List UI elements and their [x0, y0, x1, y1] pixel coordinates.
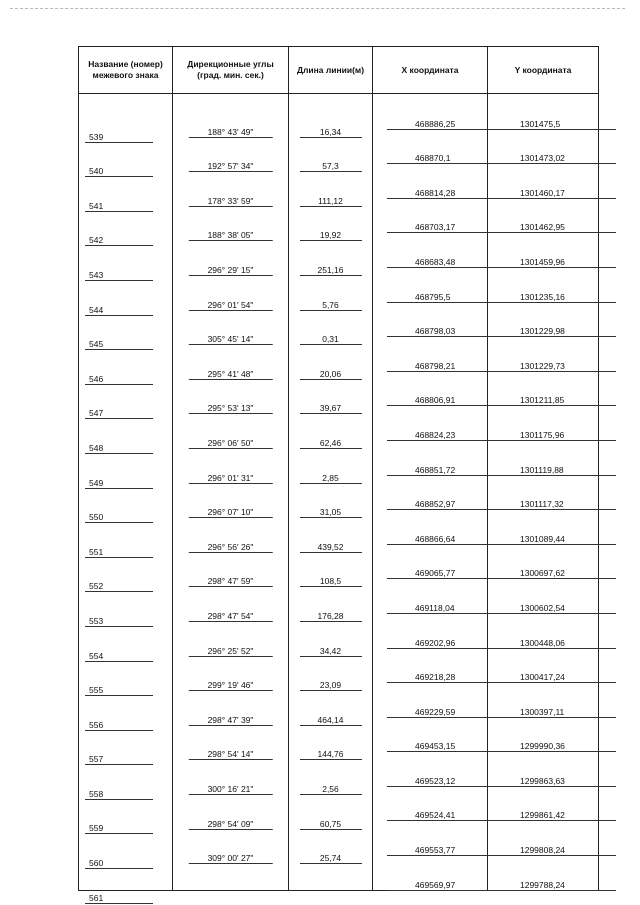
table-row: [79, 94, 599, 129]
direction-angle: 298° 54' 14": [188, 749, 273, 760]
line-length-cell: [289, 682, 373, 725]
direction-angle-cell: [173, 336, 289, 379]
x-coordinate: 469553,77: [387, 845, 502, 856]
point-name-cell: [79, 855, 173, 903]
line-length: 34,42: [299, 646, 361, 657]
x-coordinate: 468814,28: [387, 188, 502, 199]
y-coordinate-cell: [488, 129, 599, 164]
table-row: [79, 198, 599, 233]
point-name: 547: [85, 408, 153, 419]
line-length-cell: [289, 336, 373, 379]
line-length: 62,46: [299, 438, 361, 449]
line-length-cell: [289, 405, 373, 449]
line-length: 25,74: [299, 853, 361, 864]
direction-angle-cell: [173, 232, 289, 276]
point-name-cell: [79, 163, 173, 211]
x-coordinate-cell: [373, 509, 488, 544]
y-coordinate-cell: [488, 786, 599, 821]
y-coordinate-cell: [488, 232, 599, 267]
point-name-cell: [79, 371, 173, 419]
table-row: [79, 440, 599, 475]
direction-angle-cell: [173, 786, 289, 829]
x-coordinate: 468851,72: [387, 465, 502, 476]
direction-angle: 296° 06' 50": [188, 438, 273, 449]
y-coordinate-cell: [488, 163, 599, 198]
point-name-cell: [79, 440, 173, 488]
x-coordinate: 469569,97: [387, 880, 502, 891]
y-coordinate: 1301229,98: [498, 326, 616, 337]
header-angle: Дирекционные углы (град. мин. сек.): [173, 47, 289, 94]
x-coordinate: 468798,21: [387, 361, 502, 372]
direction-angle-cell: [173, 682, 289, 725]
coordinates-document: [78, 46, 598, 903]
point-name: 540: [85, 166, 153, 177]
x-coordinate-cell: [373, 198, 488, 233]
x-coordinate: 469118,04: [387, 603, 502, 614]
direction-angle: 298° 47' 39": [188, 715, 273, 726]
x-coordinate-cell: [373, 405, 488, 440]
table-row: [79, 232, 599, 267]
direction-angle: 296° 29' 15": [188, 265, 273, 276]
x-coordinate: 468795,5: [387, 292, 502, 303]
point-name-cell: [79, 578, 173, 626]
y-coordinate-cell: [488, 648, 599, 683]
x-coordinate-cell: [373, 820, 488, 855]
line-length-cell: [289, 751, 373, 794]
y-coordinate: 1301235,16: [498, 292, 616, 303]
direction-angle: 192° 57' 34": [188, 161, 273, 172]
y-coordinate: 1301117,32: [498, 499, 616, 510]
line-length: 5,76: [299, 300, 361, 311]
point-name: 553: [85, 616, 153, 627]
x-coordinate: 469453,15: [387, 741, 502, 752]
table-row: [79, 613, 599, 648]
table-row: [79, 682, 599, 717]
y-coordinate: 1299863,63: [498, 776, 616, 787]
table-row: [79, 475, 599, 510]
line-length-cell: [289, 786, 373, 829]
table-row: [79, 163, 599, 198]
table-row: [79, 648, 599, 683]
direction-angle: 299° 19' 46": [188, 680, 273, 691]
direction-angle: 188° 43' 49": [188, 127, 273, 138]
point-name-cell: [79, 232, 173, 280]
x-coordinate-cell: [373, 786, 488, 821]
line-length-cell: [289, 267, 373, 310]
line-length: 57,3: [299, 161, 361, 172]
x-coordinate-cell: [373, 232, 488, 267]
y-coordinate: 1301459,96: [498, 257, 616, 268]
line-length: 144,76: [299, 749, 361, 760]
x-coordinate: 468806,91: [387, 395, 502, 406]
x-coordinate-cell: [373, 578, 488, 613]
direction-angle-cell: [173, 198, 289, 241]
line-length-cell: [289, 232, 373, 276]
direction-angle: 296° 01' 54": [188, 300, 273, 311]
direction-angle-cell: [173, 475, 289, 518]
direction-angle-cell: [173, 163, 289, 206]
table-row: [79, 578, 599, 613]
point-name: 542: [85, 235, 153, 246]
point-name: 552: [85, 581, 153, 592]
header-y: Y координата: [488, 47, 599, 94]
y-coordinate-cell: [488, 820, 599, 855]
line-length-cell: [289, 544, 373, 587]
x-coordinate-cell: [373, 613, 488, 648]
table-row: [79, 129, 599, 164]
direction-angle-cell: [173, 440, 289, 483]
point-name: 555: [85, 685, 153, 696]
direction-angle-cell: [173, 129, 289, 172]
y-coordinate-cell: [488, 544, 599, 579]
header-name: Название (номер) межевого знака: [79, 47, 173, 94]
x-coordinate-cell: [373, 440, 488, 475]
point-name: 541: [85, 201, 153, 212]
line-length-cell: [289, 302, 373, 345]
y-coordinate: 1299808,24: [498, 845, 616, 856]
x-coordinate-cell: [373, 751, 488, 786]
header-x: X координата: [373, 47, 488, 94]
point-name: 551: [85, 547, 153, 558]
direction-angle-cell: [173, 855, 289, 890]
direction-angle: 298° 47' 54": [188, 611, 273, 622]
line-length-cell: [289, 717, 373, 760]
direction-angle-cell: [173, 94, 289, 137]
y-coordinate-cell: [488, 475, 599, 510]
y-coordinate: 1301229,73: [498, 361, 616, 372]
x-coordinate: 468824,23: [387, 430, 502, 441]
point-name-cell: [79, 820, 173, 869]
table-row: [79, 855, 599, 890]
y-coordinate: 1301089,44: [498, 534, 616, 545]
direction-angle-cell: [173, 820, 289, 864]
point-name: 559: [85, 823, 153, 834]
point-name: 550: [85, 512, 153, 523]
y-coordinate-cell: [488, 267, 599, 302]
x-coordinate: 468870,1: [387, 153, 502, 164]
x-coordinate-cell: [373, 94, 488, 129]
line-length-cell: [289, 855, 373, 890]
line-length: 19,92: [299, 230, 361, 241]
x-coordinate: 468886,25: [387, 119, 502, 130]
line-length: 20,06: [299, 369, 361, 380]
y-coordinate: 1300602,54: [498, 603, 616, 614]
x-coordinate: 468683,48: [387, 257, 502, 268]
y-coordinate-cell: [488, 371, 599, 406]
y-coordinate-cell: [488, 94, 599, 129]
line-length: 108,5: [299, 576, 361, 587]
y-coordinate: 1299990,36: [498, 741, 616, 752]
line-length: 60,75: [299, 819, 361, 830]
y-coordinate: 1299788,24: [498, 880, 616, 891]
table-row: [79, 717, 599, 752]
point-name: 539: [85, 132, 153, 143]
line-length-cell: [289, 648, 373, 691]
direction-angle-cell: [173, 371, 289, 414]
point-name: 557: [85, 754, 153, 765]
x-coordinate: 469523,12: [387, 776, 502, 787]
point-name-cell: [79, 129, 173, 177]
y-coordinate: 1301211,85: [498, 395, 616, 406]
x-coordinate: 469065,77: [387, 568, 502, 579]
point-name-cell: [79, 648, 173, 696]
x-coordinate-cell: [373, 717, 488, 752]
direction-angle-cell: [173, 509, 289, 552]
table-row: [79, 786, 599, 821]
line-length-cell: [289, 129, 373, 172]
point-name-cell: [79, 302, 173, 350]
line-length: 176,28: [299, 611, 361, 622]
point-name-cell: [79, 336, 173, 384]
line-length: 2,85: [299, 473, 361, 484]
header-length: Длина линии(м): [289, 47, 373, 94]
y-coordinate-cell: [488, 613, 599, 648]
y-coordinate-cell: [488, 751, 599, 786]
direction-angle: 296° 56' 26": [188, 542, 273, 553]
x-coordinate: 468703,17: [387, 222, 502, 233]
x-coordinate-cell: [373, 163, 488, 198]
y-coordinate-cell: [488, 717, 599, 752]
point-name-cell: [79, 267, 173, 315]
point-name-cell: [79, 405, 173, 453]
table-body: [79, 94, 599, 903]
y-coordinate: 1300448,06: [498, 638, 616, 649]
point-name-cell: [79, 786, 173, 834]
line-length-cell: [289, 509, 373, 552]
line-length-cell: [289, 475, 373, 518]
direction-angle: 295° 53' 13": [188, 403, 273, 414]
y-coordinate: 1300697,62: [498, 568, 616, 579]
x-coordinate: 469202,96: [387, 638, 502, 649]
line-length-cell: [289, 371, 373, 414]
line-length: 251,16: [299, 265, 361, 276]
line-length-cell: [289, 94, 373, 137]
x-coordinate-cell: [373, 302, 488, 337]
y-coordinate-cell: [488, 855, 599, 890]
point-name: 543: [85, 270, 153, 281]
x-coordinate: 468852,97: [387, 499, 502, 510]
point-name-cell: [79, 613, 173, 661]
table-row: [79, 371, 599, 406]
table-row: [79, 509, 599, 544]
point-name: 560: [85, 858, 153, 869]
x-coordinate: 469524,41: [387, 810, 502, 821]
y-coordinate-cell: [488, 440, 599, 475]
table-header-row: [79, 47, 599, 94]
x-coordinate-cell: [373, 267, 488, 302]
point-name: 558: [85, 789, 153, 800]
direction-angle: 296° 25' 52": [188, 646, 273, 657]
direction-angle: 295° 41' 48": [188, 369, 273, 380]
direction-angle: 298° 54' 09": [188, 819, 273, 830]
point-name-cell: [79, 475, 173, 523]
y-coordinate: 1300417,24: [498, 672, 616, 683]
y-coordinate-cell: [488, 509, 599, 544]
line-length: 439,52: [299, 542, 361, 553]
point-name-cell: [79, 94, 173, 142]
direction-angle-cell: [173, 578, 289, 621]
point-name-cell: [79, 682, 173, 730]
x-coordinate-cell: [373, 682, 488, 717]
point-name: 545: [85, 339, 153, 350]
x-coordinate: 468866,64: [387, 534, 502, 545]
table-row: [79, 544, 599, 579]
line-length-cell: [289, 613, 373, 656]
y-coordinate-cell: [488, 302, 599, 337]
table-row: [79, 267, 599, 302]
direction-angle: 188° 38' 05": [188, 230, 273, 241]
direction-angle-cell: [173, 302, 289, 345]
y-coordinate-cell: [488, 336, 599, 371]
direction-angle-cell: [173, 267, 289, 310]
point-name: 549: [85, 478, 153, 489]
direction-angle: 296° 07' 10": [188, 507, 273, 518]
direction-angle-cell: [173, 717, 289, 760]
y-coordinate-cell: [488, 578, 599, 613]
point-name-cell: [79, 198, 173, 246]
boundary-points-table: [78, 46, 599, 903]
x-coordinate-cell: [373, 129, 488, 164]
line-length-cell: [289, 820, 373, 864]
y-coordinate: 1300397,11: [498, 707, 616, 718]
y-coordinate-cell: [488, 405, 599, 440]
line-length: 23,09: [299, 680, 361, 691]
y-coordinate-cell: [488, 682, 599, 717]
y-coordinate: 1299861,42: [498, 810, 616, 821]
line-length-cell: [289, 578, 373, 621]
direction-angle-cell: [173, 751, 289, 794]
x-coordinate-cell: [373, 475, 488, 510]
table-row: [79, 820, 599, 855]
x-coordinate-cell: [373, 371, 488, 406]
x-coordinate-cell: [373, 336, 488, 371]
point-name-cell: [79, 509, 173, 557]
point-name-cell: [79, 717, 173, 765]
point-name: 554: [85, 651, 153, 662]
direction-angle-cell: [173, 648, 289, 691]
line-length: 39,67: [299, 403, 361, 414]
direction-angle-cell: [173, 544, 289, 587]
table-row: [79, 751, 599, 786]
y-coordinate: 1301175,96: [498, 430, 616, 441]
direction-angle-cell: [173, 613, 289, 656]
y-coordinate: 1301462,95: [498, 222, 616, 233]
y-coordinate-cell: [488, 198, 599, 233]
point-name-cell: [79, 751, 173, 799]
line-length: 2,56: [299, 784, 361, 795]
direction-angle: 309° 00' 27": [188, 853, 273, 864]
point-name: 556: [85, 720, 153, 731]
point-name: 546: [85, 374, 153, 385]
x-coordinate: 468798,03: [387, 326, 502, 337]
direction-angle: 296° 01' 31": [188, 473, 273, 484]
point-name: 544: [85, 305, 153, 316]
line-length: 0,31: [299, 334, 361, 345]
y-coordinate: 1301119,88: [498, 465, 616, 476]
x-coordinate: 469218,28: [387, 672, 502, 683]
line-length-cell: [289, 198, 373, 241]
line-length: 16,34: [299, 127, 361, 138]
direction-angle: 298° 47' 59": [188, 576, 273, 587]
line-length-cell: [289, 440, 373, 483]
point-name-cell: [79, 544, 173, 592]
table-row: [79, 336, 599, 371]
line-length: 464,14: [299, 715, 361, 726]
x-coordinate: 469229,59: [387, 707, 502, 718]
table-row: [79, 405, 599, 440]
y-coordinate: 1301473,02: [498, 153, 616, 164]
x-coordinate-cell: [373, 544, 488, 579]
x-coordinate-cell: [373, 855, 488, 890]
line-length: 31,05: [299, 507, 361, 518]
line-length-cell: [289, 163, 373, 206]
point-name: 548: [85, 443, 153, 454]
y-coordinate: 1301475,5: [498, 119, 616, 130]
scan-top-edge: [10, 8, 625, 9]
table-row: [79, 302, 599, 337]
y-coordinate: 1301460,17: [498, 188, 616, 199]
direction-angle: 178° 33' 59": [188, 196, 273, 207]
direction-angle: 300° 16' 21": [188, 784, 273, 795]
x-coordinate-cell: [373, 648, 488, 683]
direction-angle-cell: [173, 405, 289, 449]
point-name: 561: [85, 893, 153, 904]
direction-angle: 305° 45' 14": [188, 334, 273, 345]
line-length: 111,12: [299, 196, 361, 207]
